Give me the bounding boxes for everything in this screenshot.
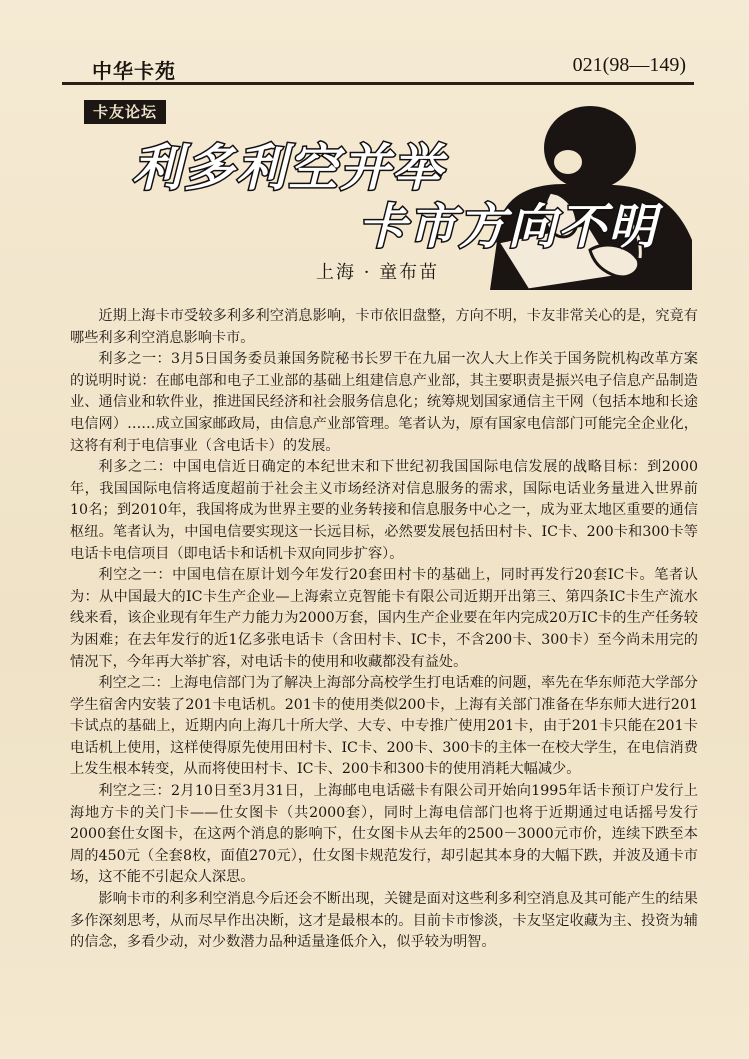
running-header: [62, 52, 694, 85]
headline-line-1: 利多利空并举: [132, 139, 444, 197]
headline-line-2: 卡市方向不明: [358, 199, 659, 255]
column-badge: 卡友论坛: [84, 100, 166, 124]
paragraph-intro: 近期上海卡市受较多利多利空消息影响，卡市依旧盘整，方向不明，卡友非常关心的是，究竟有哪些利多利空消息影响卡市。: [70, 308, 698, 346]
paragraph-bullish-2: 利多之二：中国电信近日确定的本纪世末和下世纪初我国国际电信发展的战略目标：到2000年，我国国际电信将适度超前于社会主义市场经济对信息服务的需求，国际电话业务量进入世界前10名；到2010年，我国将成为世界主要的业务转接和信息服务中心之一，成为亚太地区重要的通信枢纽。笔者认为，中国电信要实现这一长远目标，必然要发展包括田村卡、IC卡、200卡和300卡等电话卡电信项目（即电话卡和话机卡双向同步扩容）。: [70, 459, 698, 562]
paragraph-bearish-3: 利空之三：2月10日至3月31日，上海邮电电话磁卡有限公司开始向1995年话卡预订户发行上海地方卡的关门卡——仕女图卡（共2000套），同时上海电信部门也将于近期通过电话摇号发行2000套仕女图卡，在这两个消息的影响下，仕女图卡从去年的2500－3000元市价，连续下跌至本周的450元（全套8枚，面值270元），仕女图卡规范发行，却引起其本身的大幅下跌，并波及通卡市场，这不能不引起众人深思。: [70, 783, 698, 886]
paragraph-bearish-1: 利空之一：中国电信在原计划今年发行20套田村卡的基础上，同时再发行20套IC卡。笔者认为：从中国最大的IC卡生产企业—上海索立克智能卡有限公司近期开出第三、第四条IC卡生产流水线来看，该企业现有年生产力能力为2000万套，国内生产企业要在年内完成20万IC卡的生产任务较为困难；在去年发行的近1亿多张电话卡（含田村卡、IC卡，不含200卡、300卡）至今尚未用完的情况下，今年再大举扩容，对电话卡的使用和收藏都没有益处。: [70, 567, 698, 670]
issue-code: 021(98—149): [572, 54, 686, 76]
paragraph-bullish-1: 利多之一：3月5日国务委员兼国务院秘书长罗干在九届一次人大上作关于国务院机构改革方案的说明时说：在邮电部和电子工业部的基础上组建信息产业部，其主要职责是振兴电子信息产品制造业、通信业和软件业，推进国民经济和社会服务信息化；统筹规划国家通信主干网（包括本地和长途电信网）……成立国家邮政局，由信息产业部管理。笔者认为，原有国家电信部门可能完全企业化，这将有利于电信事业（含电话卡）的发展。: [70, 351, 698, 454]
paragraph-conclusion: 影响卡市的利多利空消息今后还会不断出现，关键是面对这些利多利空消息及其可能产生的结果多作深刻思考，从而尽早作出决断，这才是最根本的。目前卡市惨淡，卡友坚定收藏为主、投资为辅的信念，多看少动，对少数潜力品种适量逢低介入，似乎较为明智。: [70, 891, 698, 951]
paragraph-bearish-2: 利空之二：上海电信部门为了解决上海部分高校学生打电话难的问题，率先在华东师范大学部分学生宿舍内安装了201卡电话机。201卡的使用类似200卡，上海有关部门准备在华东师大进行201卡试点的基础上，近期内向上海几十所大学、大专、中专推广使用201卡，由于201卡只能在201卡电话机上使用，这样使得原先使用田村卡、IC卡、200卡、300卡的主体一在校大学生，在电信消费上发生根本转变，从而将使田村卡、IC卡、200卡和300卡的使用消耗大幅减少。: [70, 675, 698, 778]
article-body: [70, 306, 698, 954]
magazine-name: 中华卡苑: [92, 59, 176, 83]
author-byline: 上海 · 童布苗: [316, 262, 440, 283]
